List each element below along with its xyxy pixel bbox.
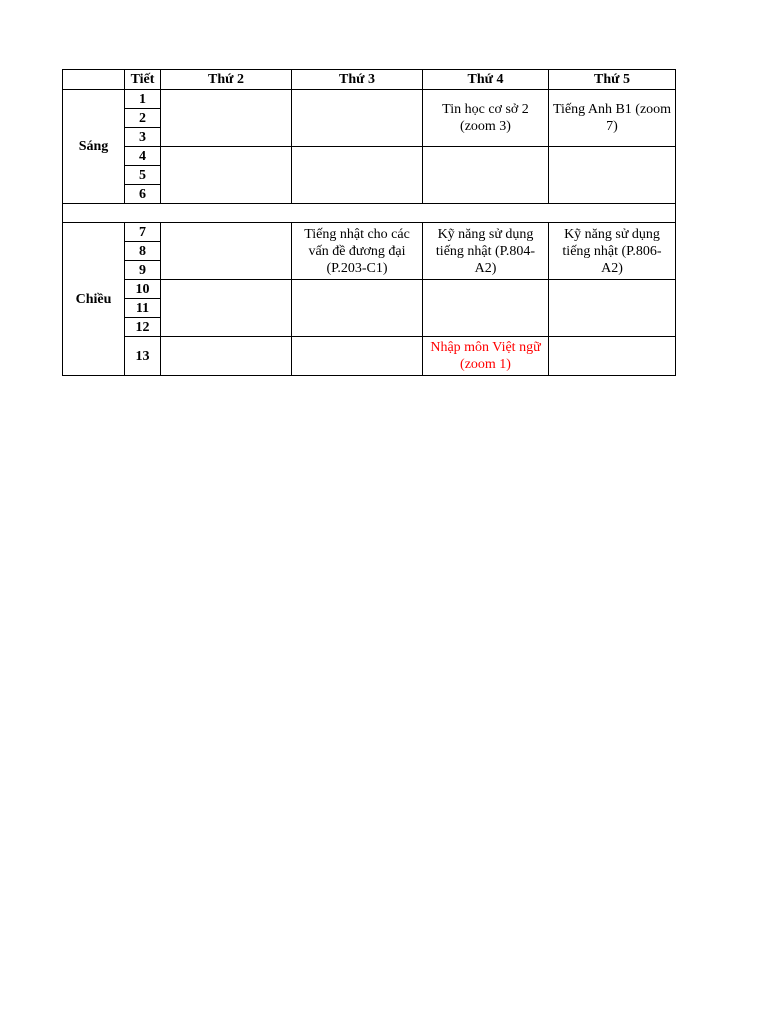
class-cell-morning-2-thu5 [549,147,676,204]
period-number: 6 [125,185,161,204]
class-cell-afternoon-2-thu2 [161,280,292,337]
class-cell-afternoon-2-thu4 [423,280,549,337]
session-label-morning: Sáng [63,90,125,204]
class-cell-afternoon-2-thu3 [292,280,423,337]
header-thu-3: Thứ 3 [292,70,423,90]
class-cell-morning-1-thu4: Tin học cơ sở 2 (zoom 3) [423,90,549,147]
header-tiet: Tiết [125,70,161,90]
session-label-afternoon: Chiều [63,223,125,376]
period-number: 10 [125,280,161,299]
period-number: 9 [125,261,161,280]
class-cell-afternoon-1-thu3: Tiếng nhật cho các vấn đề đương đại (P.203-C1) [292,223,423,280]
class-cell-morning-2-thu4 [423,147,549,204]
class-cell-afternoon-1-thu4: Kỹ năng sử dụng tiếng nhật (P.804-A2) [423,223,549,280]
period-number: 13 [125,337,161,376]
period-number: 1 [125,90,161,109]
separator-row [63,204,676,223]
corner-cell [63,70,125,90]
class-cell-morning-2-thu2 [161,147,292,204]
period-number: 2 [125,109,161,128]
period-number: 7 [125,223,161,242]
class-cell-morning-1-thu3 [292,90,423,147]
class-cell-afternoon-1-thu2 [161,223,292,280]
class-cell-afternoon-1-thu5: Kỹ năng sử dụng tiếng nhật (P.806-A2) [549,223,676,280]
header-row [63,70,676,90]
header-thu-4: Thứ 4 [423,70,549,90]
class-cell-morning-1-thu2 [161,90,292,147]
class-cell-morning-2-thu3 [292,147,423,204]
period-number: 11 [125,299,161,318]
class-cell-afternoon-3-thu2 [161,337,292,376]
period-number: 4 [125,147,161,166]
schedule-table [62,69,676,376]
class-cell-morning-1-thu5: Tiếng Anh B1 (zoom 7) [549,90,676,147]
period-number: 3 [125,128,161,147]
class-cell-afternoon-3-thu4: Nhập môn Việt ngữ (zoom 1) [423,337,549,376]
period-number: 12 [125,318,161,337]
header-thu-5: Thứ 5 [549,70,676,90]
class-cell-afternoon-3-thu3 [292,337,423,376]
header-thu-2: Thứ 2 [161,70,292,90]
separator-cell [63,204,676,223]
class-cell-afternoon-2-thu5 [549,280,676,337]
class-cell-afternoon-3-thu5 [549,337,676,376]
period-number: 8 [125,242,161,261]
period-number: 5 [125,166,161,185]
